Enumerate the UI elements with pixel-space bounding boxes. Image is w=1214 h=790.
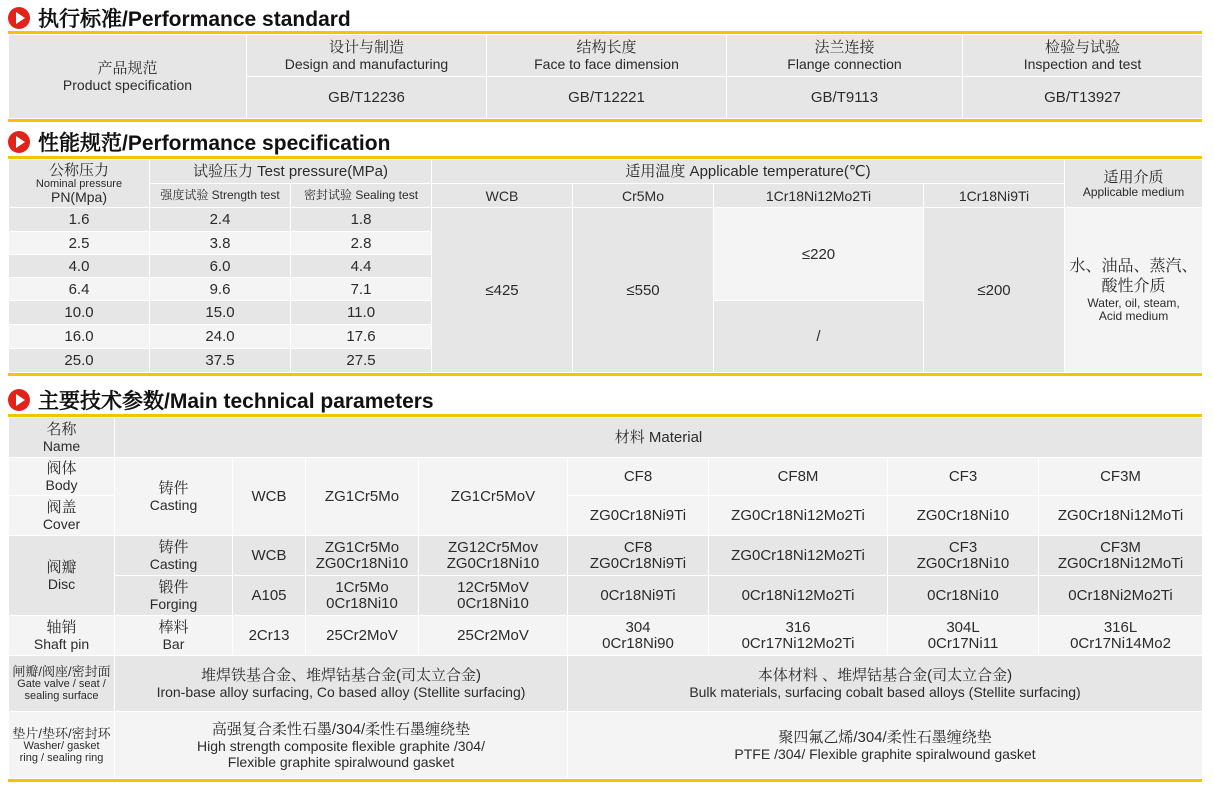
material-value [568,616,709,656]
material-value [709,616,888,656]
section-title-text: 主要技术参数/Main technical parameters [38,390,434,413]
pn-unit: PN(Mpa) [50,188,107,205]
pn-header [9,160,150,208]
material-value: CF8M [709,458,888,496]
header-en: Inspection and test [1023,56,1142,72]
material-value: 0Cr18Ni9Ti [568,576,709,616]
material-line: ZG0Cr18Ni10 [446,554,540,572]
forging-en: Forging [149,596,198,612]
standard-value: GB/T12221 [487,77,727,119]
material-value: CF3M [1039,458,1203,496]
disc-label [9,536,115,616]
medium-en-1: Water, oil, steam, [1087,296,1180,310]
sealing-value: 27.5 [291,349,432,373]
material-line: ZG0Cr18Ni10 [916,554,1010,572]
washer-right-en: PTFE /304/ Flexible graphite spiralwound gasket [734,745,1036,762]
play-arrow-icon [8,7,30,29]
temp-col-header: WCB [432,184,573,208]
material-value: 0Cr18Ni10 [888,576,1039,616]
temp-cr5mo: ≤550 [573,208,714,373]
strength-value: 3.8 [150,232,291,255]
material-value: ZG1Cr5Mo [306,458,419,536]
gate-right-en: Bulk materials, surfacing cobalt based alloys (Stellite surfacing) [689,684,1081,700]
material-value: WCB [233,536,306,576]
gate-en-1: Gate valve / seat / [17,678,106,690]
casting-cn: 铸件 [158,539,189,556]
header-cn: 结构长度 [576,39,637,56]
section-title-performance-standard [8,5,351,31]
strength-value: 24.0 [150,325,291,349]
cover-cn: 阀盖 [46,499,77,516]
product-spec-header [9,35,247,119]
flange-header [727,35,963,77]
material-value: ZG0Cr18Ni12MoTi [1039,496,1203,536]
pn-value: 1.6 [9,208,150,232]
pn-en: Nominal pressure [35,177,123,190]
cover-label [9,496,115,536]
product-spec-cn: 产品规范 [97,60,158,77]
temp-wcb: ≤425 [432,208,573,373]
gate-left-cn: 堆焊铁基合金、堆焊钴基合金(司太立合金) [201,667,481,684]
temp-1cr18ni12mo2ti-a: ≤220 [714,208,924,301]
material-value: CF8 [568,458,709,496]
section-title-main-parameters [8,387,434,413]
name-cn: 名称 [46,421,77,438]
medium-cn: 适用介质 [1103,168,1164,186]
sealing-value: 7.1 [291,278,432,301]
casting-en: Casting [149,556,198,572]
material-value: 2Cr13 [233,616,306,656]
washer-en-2: ring / sealing ring [19,751,104,764]
washer-label [9,712,115,779]
material-line: ZG0Cr18Ni9Ti [589,554,687,572]
disc-cn: 阀瓣 [46,559,77,576]
strength-value: 6.0 [150,255,291,278]
material-line: CF3M [1100,538,1141,556]
bar-label [115,616,233,656]
temp-1cr18ni9ti: ≤200 [924,208,1065,373]
temp-col-header: 1Cr18Ni12Mo2Ti [714,184,924,208]
washer-cn: 垫片/垫环/密封环 [12,725,111,741]
washer-left-cn: 高强复合柔性石墨/304/柔性石墨缠绕垫 [211,720,471,738]
medium-value [1065,208,1203,373]
material-line: 304 [625,618,651,636]
material-value: 25Cr2MoV [419,616,568,656]
medium-en-2: Acid medium [1098,309,1169,323]
section-title-performance-specification [8,129,390,155]
material-line: CF3 [948,538,978,556]
material-value [888,616,1039,656]
material-value: ZG0Cr18Ni10 [888,496,1039,536]
sealing-header: 密封试验 Sealing test [291,184,432,208]
sealing-value: 11.0 [291,301,432,325]
yellow-divider [8,779,1202,782]
washer-right-cn: 聚四氟乙烯/304/柔性石墨缠绕垫 [778,728,992,746]
header-cn: 检验与试验 [1044,39,1120,56]
material-line: 0Cr18Ni10 [326,594,398,612]
washer-left-en-2: Flexible graphite spiralwound gasket [227,753,455,770]
standard-table [8,34,1203,119]
material-line: 12Cr5MoV [457,578,529,596]
material-line: 316 [785,618,811,636]
material-value [888,536,1039,576]
pn-cn: 公称压力 [48,161,109,179]
material-value [419,576,568,616]
sealing-value: 17.6 [291,325,432,349]
material-value [568,536,709,576]
material-value [306,576,419,616]
material-value: 0Cr18Ni12Mo2Ti [709,576,888,616]
material-value [306,536,419,576]
material-line: 0Cr17Ni12Mo2Ti [741,634,855,652]
gate-label [9,656,115,712]
yellow-divider [8,119,1202,122]
test-pressure-header: 试验压力 Test pressure(MPa) [150,160,432,184]
header-en: Flange connection [787,56,902,72]
strength-value: 2.4 [150,208,291,232]
forging-label [115,576,233,616]
material-line: 316L [1103,618,1138,636]
material-value: A105 [233,576,306,616]
header-cn: 法兰连接 [814,39,875,56]
medium-cn-1: 水、油品、蒸汽、 [1069,258,1198,275]
temp-1cr18ni12mo2ti-b: / [714,301,924,373]
section-title-text: 执行标准/Performance standard [38,8,351,31]
yellow-divider [8,373,1202,376]
material-line: ZG12Cr5Mov [447,538,539,556]
performance-table [8,159,1203,373]
header-en: Face to face dimension [534,56,679,72]
forging-cn: 锻件 [158,579,189,596]
material-line: ZG0Cr18Ni10 [315,554,409,572]
washer-material-left [115,712,568,779]
material-value: 0Cr18Ni2Mo2Ti [1039,576,1203,616]
material-line: 0Cr18Ni10 [457,594,529,612]
body-en: Body [45,477,78,493]
standard-value: GB/T13927 [963,77,1203,119]
pn-value: 16.0 [9,325,150,349]
material-value: ZG0Cr18Ni9Ti [568,496,709,536]
casting-en: Casting [149,497,198,513]
pn-value: 25.0 [9,349,150,373]
pn-value: 6.4 [9,278,150,301]
sealing-value: 1.8 [291,208,432,232]
strength-value: 37.5 [150,349,291,373]
design-header [247,35,487,77]
strength-header: 强度试验 Strength test [150,184,291,208]
gate-right-cn: 本体材料 、堆焊钴基合金(司太立合金) [757,667,1013,684]
material-value [1039,536,1203,576]
material-value: CF3 [888,458,1039,496]
parameters-table [8,417,1203,779]
medium-cn-2: 酸性介质 [1101,278,1166,295]
sealing-value: 4.4 [291,255,432,278]
material-value: ZG0Cr18Ni12Mo2Ti [709,496,888,536]
name-en: Name [42,438,81,454]
body-label [9,458,115,496]
play-arrow-icon [8,131,30,153]
gate-material-left [115,656,568,712]
pn-value: 2.5 [9,232,150,255]
header-en: Design and manufacturing [284,56,449,72]
gate-left-en: Iron-base alloy surfacing, Co based alloy (Stellite surfacing) [156,684,526,700]
casting-label [115,536,233,576]
product-spec-en: Product specification [62,77,193,93]
material-line: 0Cr18Ni90 [602,634,674,652]
strength-value: 15.0 [150,301,291,325]
name-header [9,418,115,458]
material-value [1039,616,1203,656]
sealing-value: 2.8 [291,232,432,255]
section-title-text: 性能规范/Performance specification [38,132,391,155]
gate-material-right [568,656,1203,712]
standard-value: GB/T9113 [727,77,963,119]
shaft-label [9,616,115,656]
material-line: ZG1Cr5Mo [324,538,400,556]
cover-en: Cover [42,516,81,532]
body-cn: 阀体 [46,460,77,477]
gate-en-2: sealing surface [24,690,99,702]
medium-en: Applicable medium [1082,184,1185,199]
standard-value: GB/T12236 [247,77,487,119]
washer-left-en-1: High strength composite flexible graphite /304/ [197,737,485,754]
temperature-header: 适用温度 Applicable temperature(℃) [432,160,1065,184]
material-value [419,536,568,576]
strength-value: 9.6 [150,278,291,301]
header-cn: 设计与制造 [328,39,404,56]
material-value: ZG0Cr18Ni12Mo2Ti [709,536,888,576]
washer-material-right [568,712,1203,779]
medium-header [1065,160,1203,208]
pn-value: 10.0 [9,301,150,325]
gate-cn: 闸瓣/阀座/密封面 [12,664,111,679]
disc-en: Disc [47,576,76,592]
pn-value: 4.0 [9,255,150,278]
bar-cn: 棒料 [158,619,189,636]
material-value: ZG1Cr5MoV [419,458,568,536]
casting-cn: 铸件 [158,480,189,497]
washer-en-1: Washer/ gasket [23,739,100,752]
inspection-header [963,35,1203,77]
shaft-cn: 轴销 [46,619,77,636]
shaft-en: Shaft pin [33,636,90,652]
material-value: WCB [233,458,306,536]
face-header [487,35,727,77]
material-line: 304L [946,618,980,636]
casting-label [115,458,233,536]
play-arrow-icon [8,389,30,411]
material-line: ZG0Cr18Ni12MoTi [1057,554,1184,572]
temp-col-header: Cr5Mo [573,184,714,208]
material-line: 0Cr17Ni14Mo2 [1070,634,1171,652]
material-line: 1Cr5Mo [335,578,389,596]
material-line: CF8 [623,538,653,556]
bar-en: Bar [162,636,185,652]
material-header: 材料 Material [115,418,1203,458]
temp-col-header: 1Cr18Ni9Ti [924,184,1065,208]
material-value: 25Cr2MoV [306,616,419,656]
material-line: 0Cr17Ni11 [927,634,999,652]
